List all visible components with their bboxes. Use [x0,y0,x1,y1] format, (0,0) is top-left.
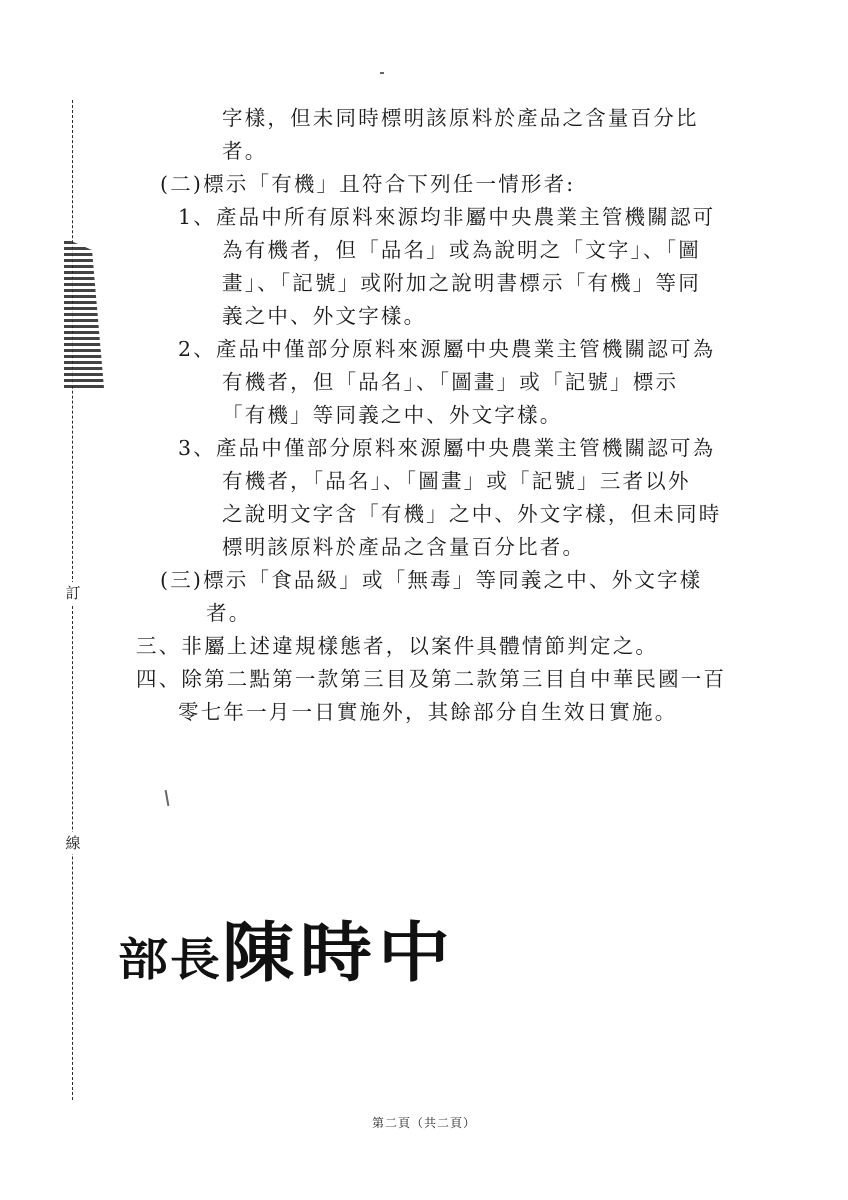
text-line: 2、產品中僅部分原料來源屬中央農業主管機關認可為 [178,337,716,361]
text-line: 「有機」等同義之中、外文字樣。 [222,403,563,427]
text-line: 四、除第二點第一款第三目及第二款第三目自中華民國一百 [136,667,727,691]
text-line: 3、產品中僅部分原料來源屬中央農業主管機關認可為 [178,436,716,460]
binding-mark-xian: 線 [62,832,84,854]
signature [118,900,456,994]
text-line: 三、非屬上述違規樣態者，以案件具體情節判定之。 [136,634,659,658]
seal-stamp [64,238,104,388]
binding-mark-ding: 訂 [62,582,84,604]
text-line: 義之中、外文字樣。 [222,304,427,328]
signature-name: 陳時中 [222,913,457,991]
text-line: (三)標示「食品級」或「無毒」等同義之中、外文字樣 [160,568,703,592]
text-line: 標明該原料於產品之含量百分比者。 [222,535,586,559]
text-line: 字樣，但未同時標明該原料於產品之含量百分比 [222,106,699,130]
text-line: 者。 [222,139,268,163]
page-footer: 第二頁（共二頁） [371,1116,476,1130]
text-line: 畫」、「記號」或附加之說明書標示「有機」等同 [222,271,701,295]
text-line: 零七年一月一日實施外，其餘部分自生效日實施。 [178,700,678,724]
text-line: (二)標示「有機」且符合下列任一情形者: [160,172,576,196]
text-line: 者。 [206,601,252,625]
scan-mark [165,790,170,806]
signature-title: 部長 [118,932,222,986]
text-line: 有機者，但「品名」、「圖畫」或「記號」標示 [222,370,679,394]
text-line: 有機者，「品名」、「圖畫」或「記號」三者以外 [222,469,691,493]
scan-speck [380,72,384,74]
text-line: 為有機者，但「品名」或為說明之「文字」、「圖 [222,238,701,262]
text-line: 之說明文字含「有機」之中、外文字樣，但未同時 [222,502,722,526]
text-line: 1、產品中所有原料來源均非屬中央農業主管機關認可 [178,205,716,229]
